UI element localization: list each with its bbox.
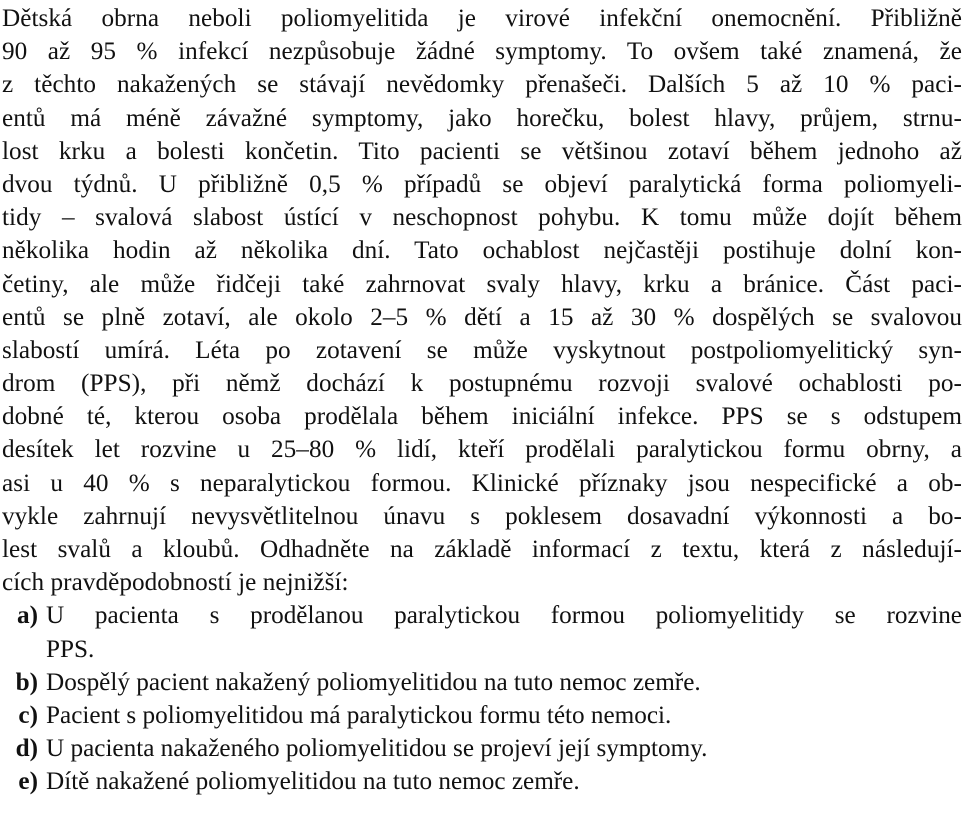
answer-options bbox=[2, 599, 962, 798]
answer-option-a[interactable] bbox=[2, 599, 962, 665]
option-label: c) bbox=[18, 701, 38, 729]
passage-line: entů má méně závažné symptomy, jako horečku, bolest hlavy, průjem, strnu- bbox=[2, 104, 962, 132]
option-text: Pacient s poliomyelitidou má paralytickou formu této nemoci. bbox=[46, 701, 672, 729]
question-passage bbox=[2, 2, 962, 599]
answer-option-c[interactable] bbox=[2, 699, 962, 732]
option-text: PPS. bbox=[46, 635, 95, 663]
answer-option-e[interactable] bbox=[2, 765, 962, 798]
passage-line: Dětská obrna neboli poliomyelitida je virové infekční onemocnění. Přibližně bbox=[2, 5, 962, 32]
passage-line: 90 až 95 % infekcí nezpůsobuje žádné symptomy. To ovšem také znamená, že bbox=[2, 38, 962, 66]
answer-option-d[interactable] bbox=[2, 732, 962, 765]
passage-line: tidy – svalová slabost ústící v neschopnost pohybu. K tomu může dojít během bbox=[2, 204, 962, 232]
passage-line: lost krku a bolesti končetin. Tito pacienti se většinou zotaví během jednoho až bbox=[2, 137, 962, 165]
passage-line: entů se plně zotaví, ale okolo 2–5 % dětí a 15 až 30 % dospělých se svalovou bbox=[2, 303, 962, 331]
document-page bbox=[2, 2, 962, 799]
passage-line: z těchto nakažených se stávají nevědomky přenašeči. Dalších 5 až 10 % paci- bbox=[2, 71, 962, 99]
passage-line: několika hodin až několika dní. Tato ochablost nejčastěji postihuje dolní kon- bbox=[2, 237, 962, 265]
passage-line: asi u 40 % s neparalytickou formou. Klinické příznaky jsou nespecifické a ob- bbox=[2, 469, 962, 497]
passage-line: četiny, ale může řidčeji také zahrnovat svaly hlavy, krku a bránice. Část paci- bbox=[2, 270, 962, 298]
option-text: U pacienta s prodělanou paralytickou formou poliomyelitidy se rozvine bbox=[46, 602, 962, 630]
question-prompt-line: cích pravděpodobností je nejnižší: bbox=[2, 569, 349, 597]
option-label: d) bbox=[15, 735, 38, 763]
passage-line: desítek let rozvine u 25–80 % lidí, kteří prodělali paralytickou formu obrny, a bbox=[2, 436, 962, 464]
option-label: b) bbox=[15, 668, 38, 696]
passage-line: vykle zahrnují nevysvětlitelnou únavu s poklesem dosavadní výkonnosti a bo- bbox=[2, 502, 962, 530]
passage-line: dobné té, kterou osoba prodělala během iniciální infekce. PPS se s odstupem bbox=[2, 403, 962, 431]
option-label: e) bbox=[18, 768, 38, 796]
option-text: U pacienta nakaženého poliomyelitidou se projeví její symptomy. bbox=[46, 735, 708, 763]
passage-line: dvou týdnů. U přibližně 0,5 % případů se objeví paralytická forma poliomyeli- bbox=[2, 170, 962, 198]
passage-line: drom (PPS), při němž dochází k postupnému rozvoji svalové ochablosti po- bbox=[2, 370, 962, 398]
option-text: Dítě nakažené poliomyelitidou na tuto nemoc zemře. bbox=[46, 768, 580, 796]
answer-option-b[interactable] bbox=[2, 666, 962, 699]
passage-line: slabostí umírá. Léta po zotavení se může vyskytnout postpoliomyelitický syn- bbox=[2, 336, 962, 364]
passage-line: lest svalů a kloubů. Odhadněte na základě informací z textu, která z následují- bbox=[2, 536, 962, 563]
option-label: a) bbox=[17, 602, 38, 630]
option-text: Dospělý pacient nakažený poliomyelitidou na tuto nemoc zemře. bbox=[46, 668, 701, 696]
